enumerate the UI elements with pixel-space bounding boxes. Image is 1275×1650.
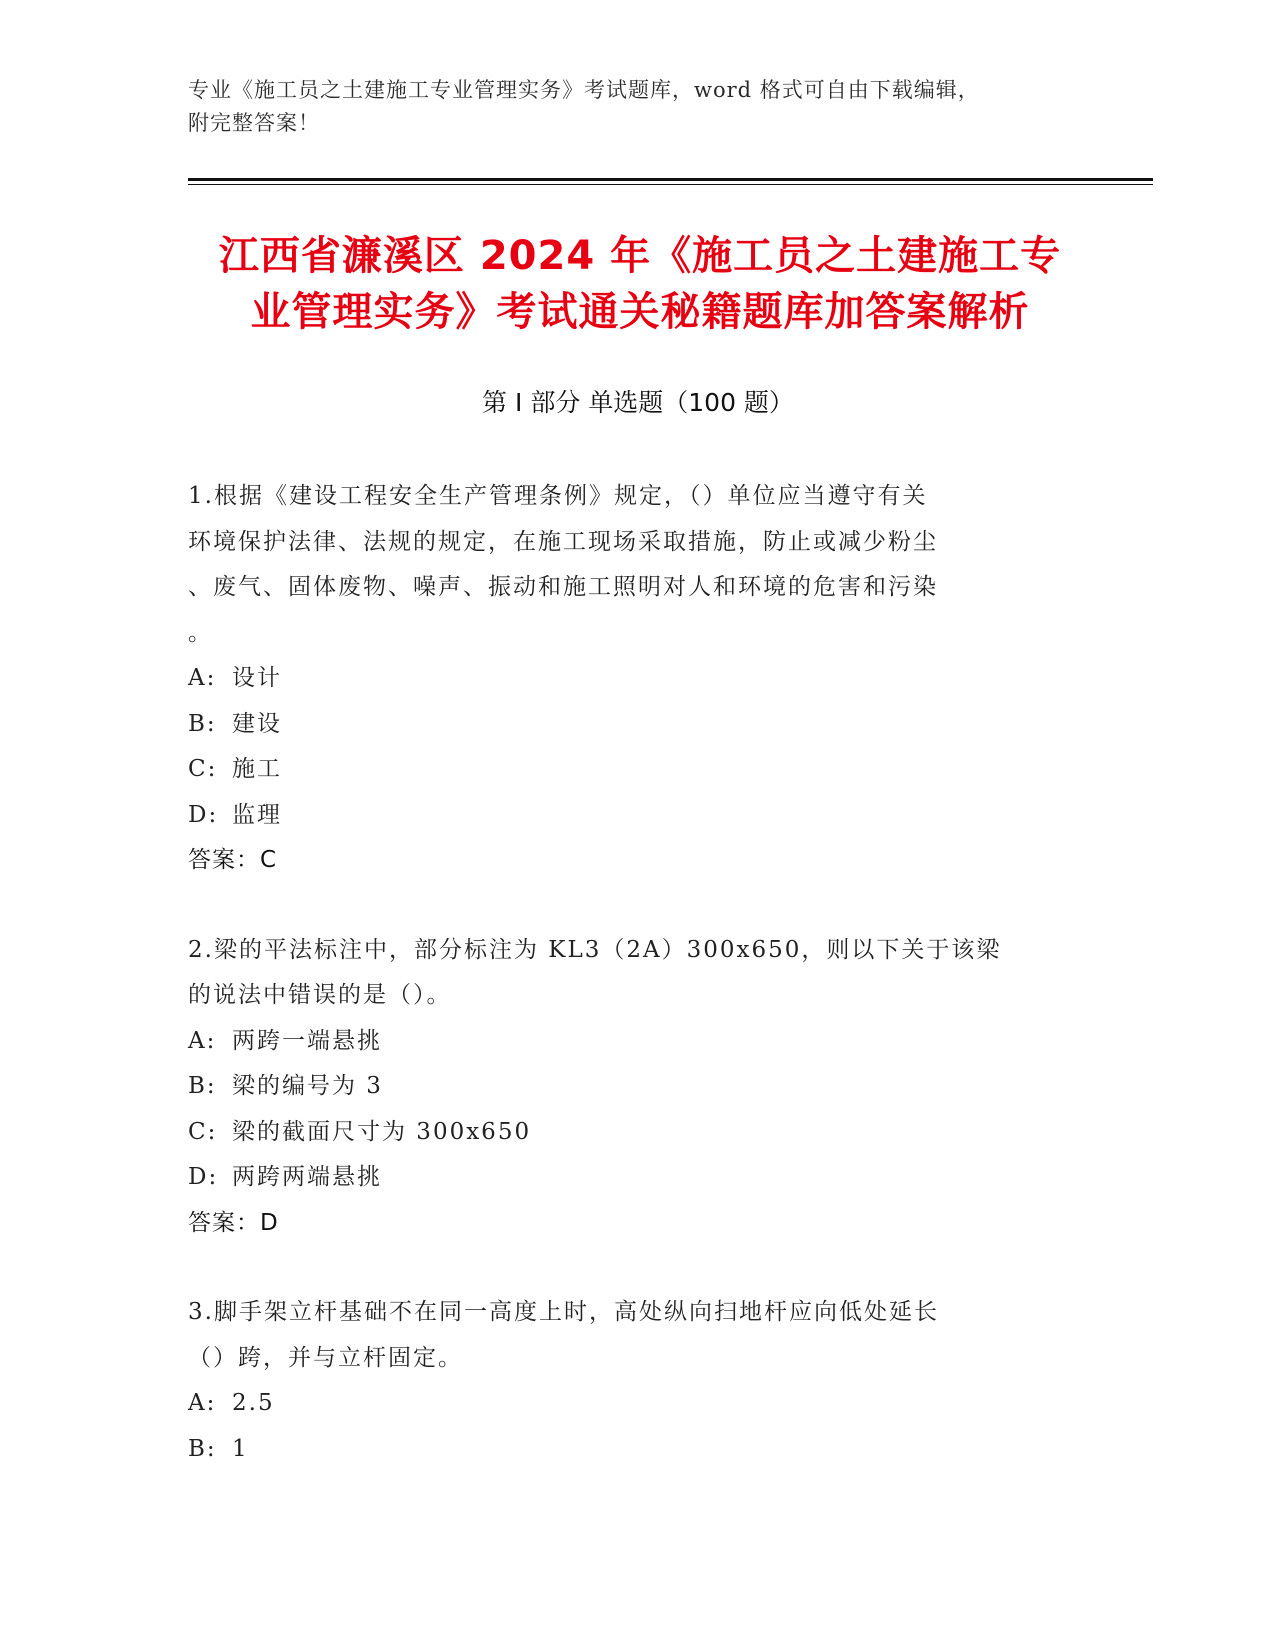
document-title-line-2: 业管理实务》考试通关秘籍题库加答案解析 (250, 289, 1030, 335)
option-a (188, 1381, 1068, 1427)
option-key: B: (188, 1073, 217, 1099)
option-key: A: (188, 665, 217, 691)
option-text: 建设 (232, 710, 282, 737)
option-b (188, 1064, 1068, 1110)
option-text: 两跨一端悬挑 (232, 1027, 382, 1054)
option-text: 1 (232, 1435, 249, 1462)
option-c (188, 747, 1068, 793)
option-key: C: (188, 1118, 218, 1145)
option-key: D: (188, 801, 219, 828)
option-a (188, 656, 1068, 702)
option-key: C: (188, 756, 218, 782)
question-stem-line: 1.根据《建设工程安全生产管理条例》规定，（）单位应当遵守有关 (188, 483, 928, 509)
option-key: B: (188, 1435, 217, 1462)
section-title: 第 I 部分 单选题（100 题） (482, 388, 794, 417)
answer-line: 答案：C (188, 847, 278, 873)
option-key: A: (188, 1027, 217, 1054)
question-stem-line: 环境保护法律、法规的规定，在施工现场采取措施，防止或减少粉尘 (188, 528, 938, 555)
option-key: A: (188, 1390, 217, 1416)
option-b (188, 702, 1068, 748)
option-text: 施工 (232, 756, 282, 782)
header-note-line-1: 专业《施工员之土建施工专业管理实务》考试题库，word 格式可自由下载编辑， (188, 78, 980, 102)
question-stem-line: 。 (188, 619, 213, 646)
question-stem-line: 3.脚手架立杆基础不在同一高度上时，高处纵向扫地杆应向低处延长 (188, 1299, 939, 1325)
option-c (188, 1110, 1068, 1156)
question-3 (188, 1290, 1068, 1472)
question-1 (188, 474, 1068, 884)
question-stem-line: 、废气、固体废物、噪声、振动和施工照明对人和环境的危害和污染 (188, 574, 938, 600)
answer-line: 答案：D (188, 1209, 279, 1236)
header-divider-thick (188, 178, 1153, 181)
option-key: D: (188, 1164, 219, 1190)
option-key: B: (188, 710, 217, 737)
option-b (188, 1427, 1068, 1473)
option-text: 监理 (232, 801, 282, 828)
option-text: 梁的编号为 3 (232, 1073, 383, 1099)
question-stem-line: 的说法中错误的是（）。 (188, 982, 452, 1008)
question-stem-line: （）跨，并与立杆固定。 (188, 1344, 463, 1371)
header-divider-thin (188, 184, 1153, 185)
option-d (188, 793, 1068, 839)
option-text: 两跨两端悬挑 (232, 1164, 382, 1190)
question-2 (188, 928, 1068, 1247)
header-note (188, 74, 1088, 140)
question-list (188, 474, 1068, 1516)
option-text: 2.5 (232, 1390, 275, 1416)
document-title-line-1: 江西省濂溪区 2024 年《施工员之土建施工专 (218, 233, 1062, 279)
document-title (190, 228, 1090, 340)
option-text: 梁的截面尺寸为 300x650 (232, 1118, 532, 1145)
option-text: 设计 (232, 665, 282, 691)
header-note-line-2: 附完整答案！ (188, 111, 320, 135)
option-a (188, 1019, 1068, 1065)
option-d (188, 1155, 1068, 1201)
question-stem-line: 2.梁的平法标注中，部分标注为 KL3（2A）300x650，则以下关于该梁 (188, 936, 1002, 963)
